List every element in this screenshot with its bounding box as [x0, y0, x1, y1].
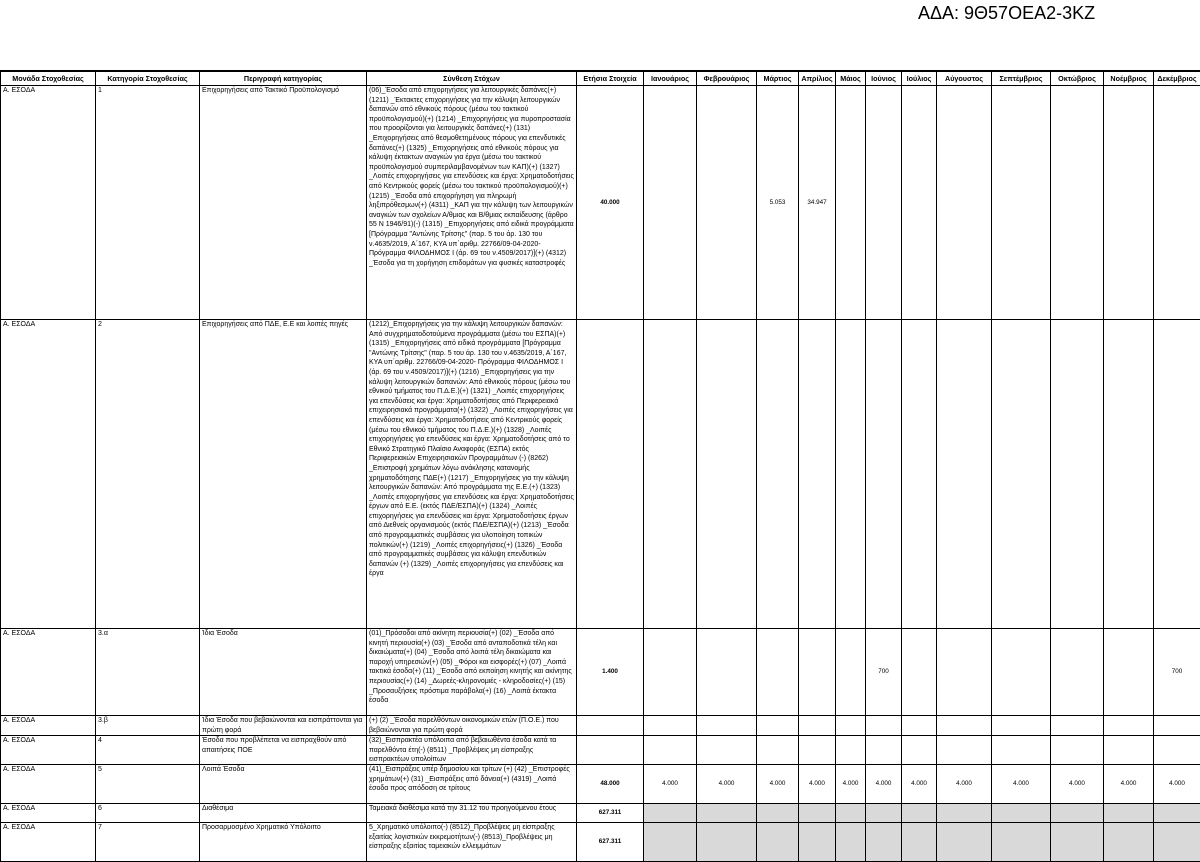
cell-month: [836, 86, 866, 320]
cell-composition: [367, 804, 577, 823]
cell-month: [799, 736, 836, 765]
cell-month: 4.000: [644, 765, 697, 804]
targets-table: [0, 70, 1200, 862]
cell-month: [1104, 804, 1154, 823]
cell-month: 5.053: [757, 86, 799, 320]
cell-month: [1104, 823, 1154, 862]
cell-description: [200, 629, 367, 716]
cell-category-text: 2: [98, 321, 102, 328]
cell-month: [836, 716, 866, 736]
cell-unit: [1, 716, 96, 736]
header-month: Σεπτέμβριος: [992, 71, 1051, 86]
cell-unit-text: Α. ΕΣΟΔΑ: [3, 824, 36, 831]
cell-month: [937, 716, 992, 736]
cell-month: [644, 736, 697, 765]
table-row: [1, 823, 1200, 862]
cell-category: [96, 736, 200, 765]
cell-month: [1154, 716, 1200, 736]
cell-description-text: Διαθέσιμα: [202, 805, 234, 812]
cell-month: [757, 804, 799, 823]
cell-month: 4.000: [836, 765, 866, 804]
cell-category-text: 6: [98, 805, 102, 812]
cell-month: 34.947: [799, 86, 836, 320]
cell-unit: [1, 320, 96, 629]
cell-month: [902, 320, 937, 629]
cell-month: [644, 804, 697, 823]
cell-composition: [367, 629, 577, 716]
cell-month: 700: [1154, 629, 1200, 716]
cell-month: 4.000: [1104, 765, 1154, 804]
cell-month: [992, 804, 1051, 823]
cell-month: 4.000: [866, 765, 902, 804]
header-month: Ιούλιος: [902, 71, 937, 86]
table-row: [1, 629, 1200, 716]
cell-annual: 40.000: [577, 86, 644, 320]
cell-unit: [1, 804, 96, 823]
cell-annual: 627.311: [577, 823, 644, 862]
header-month: Ιούνιος: [866, 71, 902, 86]
cell-composition-text: Ταμειακά διαθέσιμα κατά την 31.12 του προηγούμενου έτους: [369, 805, 557, 812]
cell-month: [757, 823, 799, 862]
cell-month: [836, 823, 866, 862]
cell-month: [866, 320, 902, 629]
cell-month: [1154, 86, 1200, 320]
cell-unit-text: Α. ΕΣΟΔΑ: [3, 87, 36, 94]
header-row: [1, 71, 1200, 86]
cell-month: 4.000: [757, 765, 799, 804]
cell-month: [697, 716, 757, 736]
cell-composition-text: (06)_Έσοδα από επιχορηγήσεις για λειτουργικές δαπάνες(+) (1211) _Έκτακτες επιχορηγήσεις για την κάλυψη λειτουργικών δαπανών από εθνικούς πόρους (μέσω του τακτικού προϋπολογισμού)(+) (1214) _Επιχορηγήσεις για πυροπροστασία που προορίζονται για λειτουργικές δαπάνες(+) (131) _Επιχορηγήσεις από θεσμοθετημένους πόρους για επενδυτικές δαπάνες(+) (1325) _Επιχορηγήσεις από εθνικούς πόρους για κάλυψη έκτακτων αναγκών για έργα (μέσω του τακτικού προϋπολογισμού συμπεριλαμβανομένων των ΚΑΠ)(+) (1327) _Λοιπές επιχορηγήσεις για επενδύσεις και έργα: Χρηματοδοτήσεις από Κεντρικούς φορείς (μέσω του τακτικού προϋπολογισμού)(+) (1215) _Έσοδα από επιχορήγηση για πληρωμή ληξιπρόθεσμων(+) (4311) _ΚΑΠ για την κάλυψη των λειτουργικών αναγκών των σχολείων Α/θμιας και Β/θμιας εκπαίδευσης (άρθρο 55 Ν 1946/91)(-) (1315) _Επιχορηγήσεις από ειδικά προγράμματα [Πρόγραμμα "Αντώνης Τρίτσης" (παρ. 5 του άρ. 130 του ν.4635/2019, Α΄167, ΚΥΑ υπ΄αριθμ. 22766/09-04-2020- Πρόγραμμα ΦΙΛΟΔΗΜΟΣ Ι (άρ. 69 του ν.4509/2017)](+) (4312) _Έσοδα για τη χορήγηση επιδομάτων για φυσικές καταστροφές: [369, 87, 574, 267]
cell-month: [1154, 320, 1200, 629]
cell-description-text: Λοιπά Έσοδα: [202, 766, 245, 773]
cell-month: [1104, 736, 1154, 765]
cell-month: [1154, 823, 1200, 862]
cell-month: [902, 804, 937, 823]
cell-composition-text: (1212)_Επιχορηγήσεις για την κάλυψη λειτουργικών δαπανών: Από συγχρηματοδοτούμενα προγράμματα (μέσω του ΕΣΠΑ)(+) (1315) _Επιχορηγήσεις από ειδικά προγράμματα [Πρόγραμμα "Αντώνης Τρίτσης" (παρ. 5 του άρ. 130 του ν.4635/2019, Α΄167, ΚΥΑ υπ΄αριθμ. 22766/09-04-2020- Πρόγραμμα ΦΙΛΟΔΗΜΟΣ Ι (άρ. 69 του ν.4509/2017)](+) (1216) _Επιχορηγήσεις για την κάλυψη λειτουργικών δαπανών: Από εθνικούς πόρους (μέσω του εθνικού τμήματος του Π.Δ.Ε.)(+) (1321) _Λοιπές επιχορηγήσεις για επενδύσεις και έργα: Χρηματοδοτήσεις από Περιφερειακά επιχειρησιακά προγράμματα(+) (1322) _Λοιπές επιχορηγήσεις για επενδύσεις και έργα: Χρηματοδοτήσεις από Κεντρικούς φορείς (μέσω του εθνικού τμήματος του Π.Δ.Ε.)(+) (1328) _Λοιπές επιχορηγήσεις για επενδύσεις και έργα: Χρηματοδοτήσεις από το Εθνικό Στρατηγικό Πλαίσιο Αναφοράς (ΕΣΠΑ) εκτός Περιφερειακών Επιχειρησιακών Προγραμμάτων (-) (8262) _Επιστροφή χρημάτων λόγω ανάκλησης κατανομής χρηματοδότησης ΠΔΕ(+) (1217) _Επιχορηγήσεις για την κάλυψη λειτουργικών δαπανών: Από προγράμματα της Ε.Ε.(+) (1323) _Λοιπές επιχορηγήσεις για επενδύσεις και έργα: Χρηματοδοτήσεις έργων από Ε.Ε. (εκτός ΠΔΕ/ΕΣΠΑ)(+) (1324) _Λοιπές επιχορηγήσεις για επενδύσεις και έργα: Χρηματοδοτήσεις έργων από Διεθνείς οργανισμούς (εκτός ΠΔΕ/ΕΣΠΑ)(+) (1213) _Έσοδα από προγραμματικές συμβάσεις για υλοποίηση τοπικών πολιτικών(+) (1219) _Λοιπές επιχορηγήσεις(+) (1326) _Έσοδα από προγραμματικές συμβάσεις για κάλυψη επενδυτικών δαπανών (+) (1329) _Λοιπές επιχορηγήσεις για επενδύσεις και έργα: [369, 321, 574, 578]
cell-month: [644, 716, 697, 736]
cell-month: [757, 629, 799, 716]
cell-composition-text: (32)_Εισπρακτέα υπόλοιπα από βεβαιωθέντα έσοδα κατά τα παρελθόντα έτη(-) (8511) _Προβλέψεις μη είσπραξης εισπρακτέων υπολοίπων: [369, 737, 557, 764]
cell-month: [992, 320, 1051, 629]
cell-description: [200, 804, 367, 823]
table-row: [1, 716, 1200, 736]
cell-unit-text: Α. ΕΣΟΔΑ: [3, 321, 36, 328]
cell-description-text: Προσαρμοσμένο Χρηματικό Υπόλοιπο: [202, 824, 321, 831]
cell-month: [1104, 320, 1154, 629]
ada-code: ΑΔΑ: 9Θ57ΟΕΑ2-3ΚΖ: [918, 3, 1096, 23]
cell-month: [902, 716, 937, 736]
cell-month: [799, 823, 836, 862]
cell-month: [1104, 629, 1154, 716]
cell-month: 4.000: [992, 765, 1051, 804]
cell-month: 700: [866, 629, 902, 716]
cell-description-text: Ίδια Έσοδα που βεβαιώνονται και εισπράττονται για πρώτη φορά: [202, 717, 363, 734]
cell-month: [799, 716, 836, 736]
cell-month: [697, 629, 757, 716]
cell-category-text: 7: [98, 824, 102, 831]
cell-annual: [577, 736, 644, 765]
table-row: [1, 736, 1200, 765]
cell-composition-text: (41)_Εισπράξεις υπέρ δημοσίου και τρίτων (+) (42) _Επιστροφές χρημάτων(+) (31) _Εισπράξεις από δάνεια(+) (4319) _Λοιπά έσοδα προς απόδοση σε τρίτους: [369, 766, 570, 793]
cell-category: [96, 716, 200, 736]
table-row: [1, 320, 1200, 629]
cell-month: [757, 320, 799, 629]
cell-month: [1051, 804, 1104, 823]
cell-annual: 627.311: [577, 804, 644, 823]
cell-month: 4.000: [1051, 765, 1104, 804]
cell-month: [1051, 736, 1104, 765]
cell-description: [200, 823, 367, 862]
cell-month: [1051, 86, 1104, 320]
cell-composition: [367, 765, 577, 804]
cell-description-text: Ίδια Έσοδα: [202, 630, 238, 637]
cell-unit-text: Α. ΕΣΟΔΑ: [3, 630, 36, 637]
header-month: Οκτώβριος: [1051, 71, 1104, 86]
cell-month: [866, 804, 902, 823]
cell-month: [1154, 804, 1200, 823]
cell-category: [96, 804, 200, 823]
cell-month: [1104, 86, 1154, 320]
cell-unit: [1, 629, 96, 716]
cell-month: [757, 716, 799, 736]
cell-month: [937, 804, 992, 823]
cell-month: [1051, 629, 1104, 716]
cell-month: [992, 629, 1051, 716]
cell-month: [799, 629, 836, 716]
cell-category-text: 3.β: [98, 717, 108, 724]
cell-unit: [1, 823, 96, 862]
cell-month: [799, 804, 836, 823]
cell-description: [200, 86, 367, 320]
cell-month: 4.000: [937, 765, 992, 804]
cell-annual: [577, 320, 644, 629]
header-month: Δεκέμβριος: [1154, 71, 1200, 86]
cell-month: [992, 736, 1051, 765]
cell-month: [697, 823, 757, 862]
cell-category-text: 1: [98, 87, 102, 94]
cell-month: 4.000: [799, 765, 836, 804]
cell-month: [902, 736, 937, 765]
cell-month: [697, 86, 757, 320]
cell-category: [96, 765, 200, 804]
cell-month: [697, 804, 757, 823]
cell-month: [644, 86, 697, 320]
cell-composition: [367, 716, 577, 736]
cell-unit-text: Α. ΕΣΟΔΑ: [3, 717, 36, 724]
cell-category-text: 5: [98, 766, 102, 773]
cell-category: [96, 823, 200, 862]
cell-composition-text: (01)_Πρόσοδοι από ακίνητη περιουσία(+) (02) _Έσοδα από κινητή περιουσία(+) (03) _Έσοδα από ανταποδοτικά τέλη και δικαιώματα(+) (04) _Έσοδα από λοιπά τέλη δικαιώματα και παροχή υπηρεσιών(+) (05) _Φόροι και εισφορές(+) (07) _Λοιπά τακτικά έσοδα(+) (11) _Έσοδα από εκποίηση κινητής και ακίνητης περιουσίας(+) (14) _Δωρεές-κληρονομιές - κληροδοσίες(+) (15) _Προσαυξήσεις πρόστιμα παράβολα(+) (16) _Λοιπά έκτακτα έσοδα: [369, 630, 572, 705]
cell-month: [644, 629, 697, 716]
header-month: Απρίλιος: [799, 71, 836, 86]
cell-description: [200, 716, 367, 736]
cell-month: [1104, 716, 1154, 736]
cell-unit: [1, 736, 96, 765]
cell-month: [937, 736, 992, 765]
cell-month: [902, 86, 937, 320]
header-month: Μάιος: [836, 71, 866, 86]
cell-month: [697, 736, 757, 765]
cell-month: 4.000: [1154, 765, 1200, 804]
header-month: Νοέμβριος: [1104, 71, 1154, 86]
cell-month: [937, 86, 992, 320]
header-unit: Μονάδα Στοχοθεσίας: [1, 71, 96, 86]
cell-month: [866, 716, 902, 736]
cell-month: [992, 86, 1051, 320]
cell-unit-text: Α. ΕΣΟΔΑ: [3, 805, 36, 812]
cell-annual: 1.400: [577, 629, 644, 716]
header-month: Φεβρουάριος: [697, 71, 757, 86]
cell-description-text: Επιχορηγήσεις από ΠΔΕ, Ε.Ε και λοιπές πηγές: [202, 321, 349, 328]
cell-month: 4.000: [902, 765, 937, 804]
cell-month: [697, 320, 757, 629]
cell-month: [902, 629, 937, 716]
table-row: [1, 804, 1200, 823]
cell-month: [757, 736, 799, 765]
cell-unit-text: Α. ΕΣΟΔΑ: [3, 766, 36, 773]
cell-month: [1051, 320, 1104, 629]
cell-category: [96, 86, 200, 320]
cell-month: [836, 804, 866, 823]
cell-description: [200, 765, 367, 804]
cell-category-text: 3.α: [98, 630, 108, 637]
cell-description: [200, 736, 367, 765]
cell-composition: [367, 823, 577, 862]
header-category: Κατηγορία Στοχοθεσίας: [96, 71, 200, 86]
header-month: Μάρτιος: [757, 71, 799, 86]
table-row: [1, 86, 1200, 320]
cell-month: [937, 629, 992, 716]
cell-unit: [1, 765, 96, 804]
cell-composition: [367, 320, 577, 629]
cell-unit: [1, 86, 96, 320]
header-composition: Σύνθεση Στόχων: [367, 71, 577, 86]
cell-category-text: 4: [98, 737, 102, 744]
cell-month: [644, 823, 697, 862]
header-description: Περιγραφή κατηγορίας: [200, 71, 367, 86]
cell-month: [799, 320, 836, 629]
cell-month: [866, 736, 902, 765]
cell-month: [1051, 823, 1104, 862]
header-annual: Ετήσια Στοιχεία: [577, 71, 644, 86]
cell-month: 4.000: [697, 765, 757, 804]
cell-description-text: Επιχορηγήσεις από Τακτικό Προϋπολογισμό: [202, 87, 340, 94]
cell-month: [992, 716, 1051, 736]
cell-composition-text: 5_Χρηματικό υπόλοιπο(-) (8512)_Προβλέψεις μη είσπραξης εξαιτίας λογιστικών εκκρεμοτήτων(-) (8513)_Προβλέψεις μη είσπραξης εξαιτίας ταμειακών ελλειμμάτων: [369, 824, 555, 851]
cell-month: [836, 736, 866, 765]
header-month: Ιανουάριος: [644, 71, 697, 86]
table-row: [1, 765, 1200, 804]
cell-category: [96, 629, 200, 716]
cell-month: [866, 86, 902, 320]
cell-month: [836, 320, 866, 629]
cell-month: [937, 320, 992, 629]
cell-description-text: Έσοδα που προβλέπεται να εισπραχθούν από απαιτήσεις ΠΟΕ: [202, 737, 347, 754]
cell-unit-text: Α. ΕΣΟΔΑ: [3, 737, 36, 744]
cell-annual: [577, 716, 644, 736]
cell-month: [902, 823, 937, 862]
cell-month: [866, 823, 902, 862]
cell-month: [1051, 716, 1104, 736]
cell-month: [836, 629, 866, 716]
cell-month: [644, 320, 697, 629]
cell-category: [96, 320, 200, 629]
cell-composition-text: (+) (2) _Έσοδα παρελθόντων οικονομικών ετών (Π.Ο.Ε.) που βεβαιώνονται για πρώτη φορά: [369, 717, 559, 734]
cell-month: [937, 823, 992, 862]
cell-composition: [367, 736, 577, 765]
cell-month: [992, 823, 1051, 862]
cell-composition: [367, 86, 577, 320]
header-month: Αύγουστος: [937, 71, 992, 86]
cell-month: [1154, 736, 1200, 765]
cell-annual: 48.000: [577, 765, 644, 804]
cell-description: [200, 320, 367, 629]
